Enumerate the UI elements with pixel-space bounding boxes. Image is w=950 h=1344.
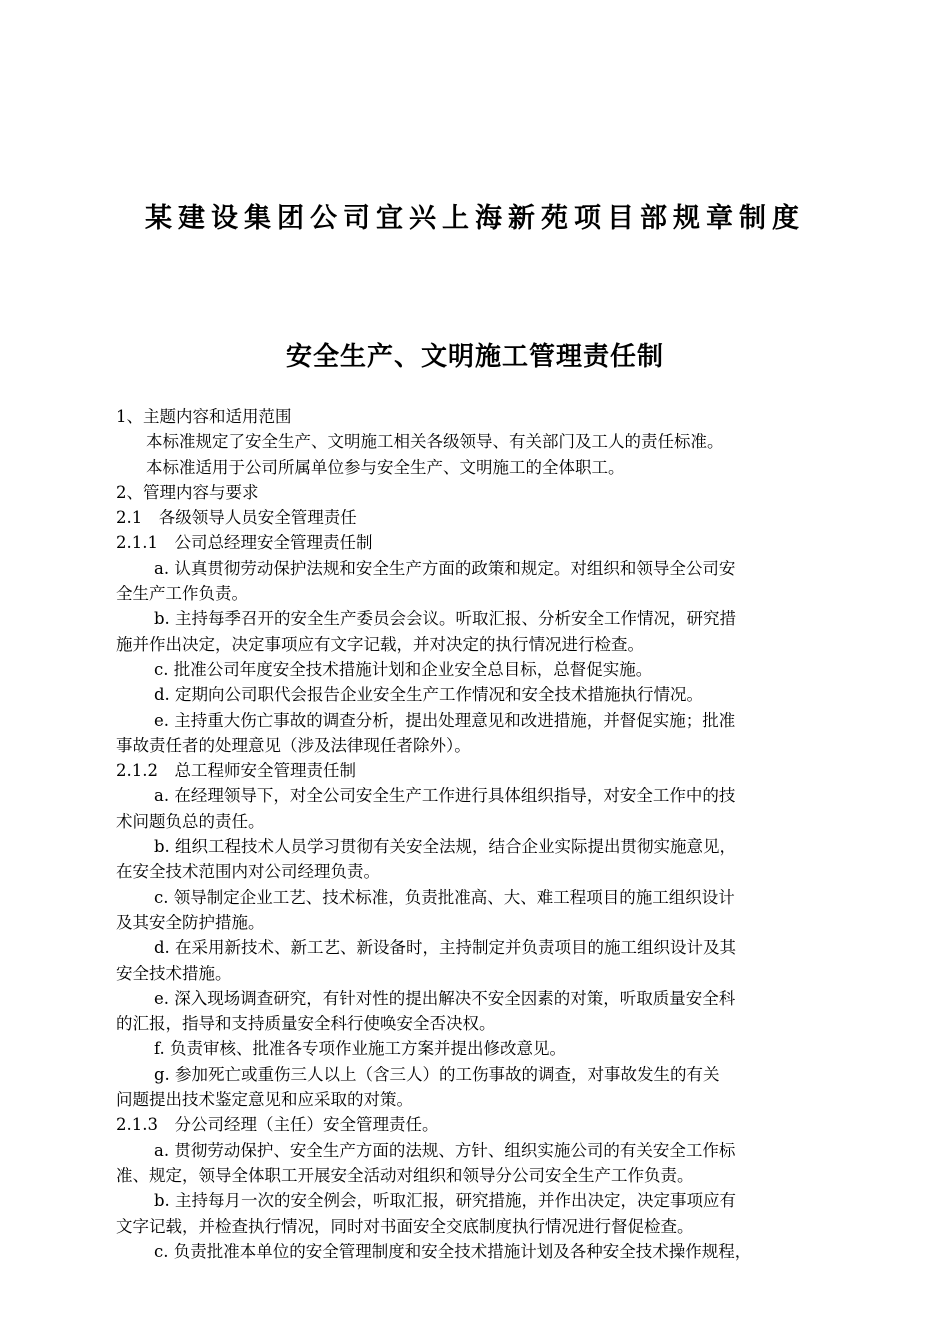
list-item-line: e. 主持重大伤亡事故的调查分析，提出处理意见和改进措施，并督促实施；批准 xyxy=(154,710,736,730)
list-item-continuation: 的汇报，指导和支持质量安全科行使唤安全否决权。 xyxy=(116,1014,496,1034)
paragraph-line: 本标准规定了安全生产、文明施工相关各级领导、有关部门及工人的责任标准。 xyxy=(146,432,724,452)
list-item-line: e. 深入现场调查研究，有针对性的提出解决不安全因素的对策，听取质量安全科 xyxy=(154,988,736,1008)
list-item-continuation: 施并作出决定，决定事项应有文字记载，并对决定的执行情况进行检查。 xyxy=(116,634,644,654)
list-item-continuation: 事故责任者的处理意见（涉及法律现任者除外）。 xyxy=(116,735,471,755)
heading-2-1: 2.1 各级领导人员安全管理责任 xyxy=(116,508,357,528)
heading-2-1-3: 2.1.3 分公司经理（主任）安全管理责任。 xyxy=(116,1115,439,1135)
list-item-line: a. 认真贯彻劳动保护法规和安全生产方面的政策和规定。对组织和领导全公司安 xyxy=(154,558,736,578)
list-item-continuation: 及其安全防护措施。 xyxy=(116,912,265,932)
heading-1: 1、主题内容和适用范围 xyxy=(116,407,292,426)
list-item-line: a. 在经理领导下，对全公司安全生产工作进行具体组织指导，对安全工作中的技 xyxy=(154,786,736,806)
document-title: 某建设集团公司宜兴上海新苑项目部规章制度 xyxy=(145,203,805,234)
list-item-continuation: 全生产工作负责。 xyxy=(116,584,248,604)
list-item-line: f. 负责审核、批准各专项作业施工方案并提出修改意见。 xyxy=(154,1039,567,1059)
list-item-line: b. 主持每月一次的安全例会，听取汇报，研究措施，并作出决定，决定事项应有 xyxy=(154,1191,737,1211)
list-item-continuation: 在安全技术范围内对公司经理负责。 xyxy=(116,862,380,882)
list-item-line: c. 批准公司年度安全技术措施计划和企业安全总目标，总督促实施。 xyxy=(154,659,653,679)
list-item-line: b. 组织工程技术人员学习贯彻有关安全法规，结合企业实际提出贯彻实施意见， xyxy=(154,837,737,857)
list-item-line: g. 参加死亡或重伤三人以上（含三人）的工伤事故的调查，对事故发生的有关 xyxy=(154,1064,720,1084)
list-item-line: d. 定期向公司职代会报告企业安全生产工作情况和安全技术措施执行情况。 xyxy=(154,685,704,705)
list-item-line: a. 贯彻劳动保护、安全生产方面的法规、方针、组织实施公司的有关安全工作标 xyxy=(154,1140,736,1160)
paragraph-line: 本标准适用于公司所属单位参与安全生产、文明施工的全体职工。 xyxy=(146,457,625,477)
list-item-continuation: 安全技术措施。 xyxy=(116,963,232,983)
heading-2: 2、管理内容与要求 xyxy=(116,482,259,502)
list-item-continuation: 问题提出技术鉴定意见和应采取的对策。 xyxy=(116,1090,413,1110)
list-item-line: b. 主持每季召开的安全生产委员会会议。听取汇报、分析安全工作情况，研究措 xyxy=(154,609,737,629)
list-item-line: d. 在采用新技术、新工艺、新设备时，主持制定并负责项目的施工组织设计及其 xyxy=(154,938,737,958)
section-title: 安全生产、文明施工管理责任制 xyxy=(285,342,664,372)
heading-2-1-2: 2.1.2 总工程师安全管理责任制 xyxy=(116,761,356,781)
heading-2-1-1: 2.1.1 公司总经理安全管理责任制 xyxy=(116,533,373,553)
list-item-continuation: 文字记载，并检查执行情况，同时对书面安全交底制度执行情况进行督促检查。 xyxy=(116,1216,694,1236)
list-item-continuation: 术问题负总的责任。 xyxy=(116,811,265,831)
list-item-continuation: 准、规定，领导全体职工开展安全活动对组织和领导分公司安全生产工作负责。 xyxy=(116,1165,694,1185)
list-item-line: c. 负责批准本单位的安全管理制度和安全技术措施计划及各种安全技术操作规程， xyxy=(154,1241,752,1261)
document-body xyxy=(116,404,836,1264)
list-item-line: c. 领导制定企业工艺、技术标准，负责批准高、大、难工程项目的施工组织设计 xyxy=(154,887,735,907)
